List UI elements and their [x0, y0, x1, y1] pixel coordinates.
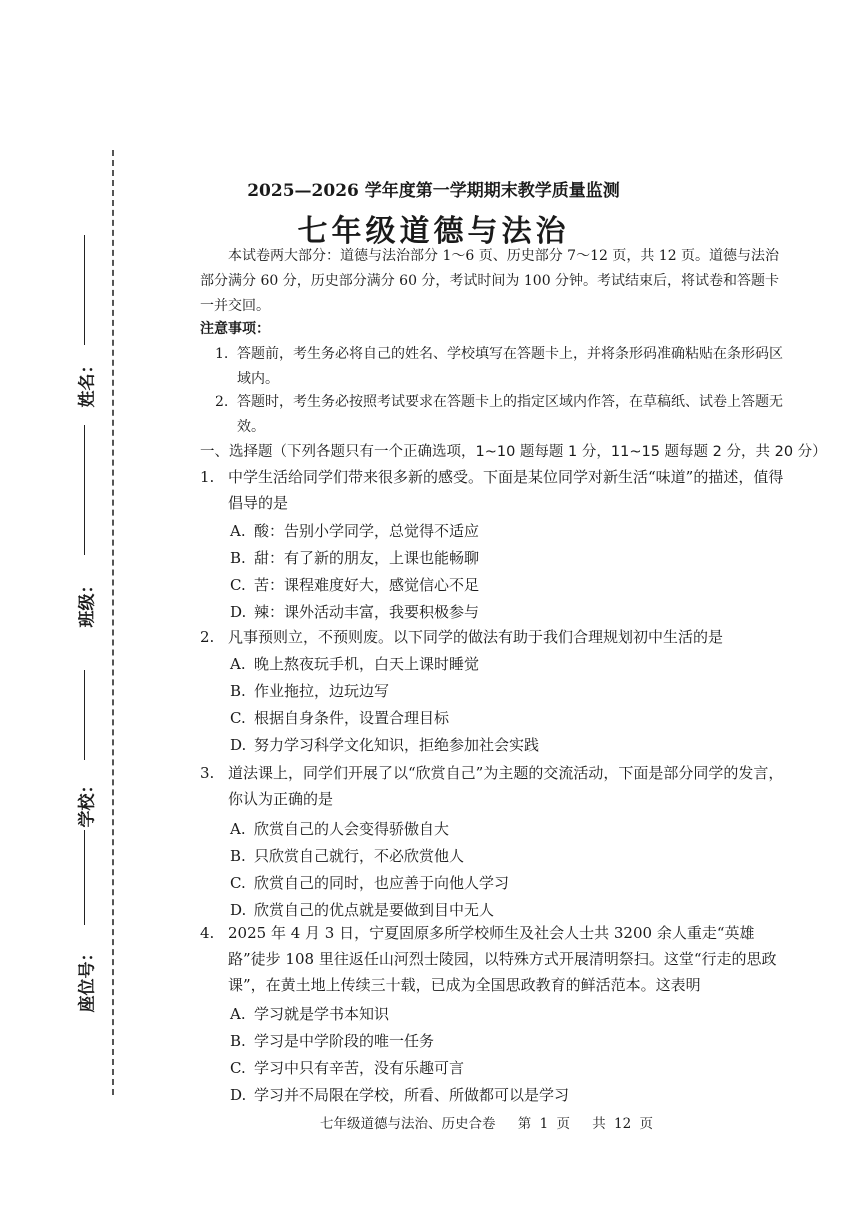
- question: [200, 760, 790, 812]
- notice-item: [215, 390, 790, 440]
- option-label: B.: [230, 847, 246, 865]
- option-b[interactable]: [230, 680, 389, 701]
- option-label: C.: [230, 576, 246, 594]
- option-a[interactable]: [230, 653, 479, 674]
- exam-title: 七年级道德与法治: [297, 214, 570, 249]
- option-a[interactable]: [230, 520, 479, 541]
- option-text: 学习就是学书本知识: [254, 1005, 390, 1023]
- binding-dashed-line: [112, 150, 114, 1095]
- option-text: 酸：告别小学同学，总觉得不适应: [254, 522, 480, 540]
- option-text: 作业拖拉，边玩边写: [254, 682, 390, 700]
- notice-number: 2.: [215, 394, 229, 410]
- option-b[interactable]: [230, 1030, 434, 1051]
- option-label: A.: [230, 820, 246, 838]
- question-number: 4.: [200, 924, 215, 942]
- option-text: 只欣赏自己就行，不必欣赏他人: [254, 847, 465, 865]
- school-field[interactable]: [60, 776, 110, 828]
- option-d[interactable]: [230, 734, 539, 755]
- seat-field[interactable]: [60, 944, 110, 1013]
- question-number: 1.: [200, 468, 215, 486]
- question-text: 道法课上，同学们开展了以“欣赏自己”为主题的交流活动，下面是部分同学的发言，你认为正确的是: [228, 764, 784, 808]
- option-c[interactable]: [230, 872, 509, 893]
- footer-page-number: 第 1 页: [517, 1116, 570, 1132]
- option-b[interactable]: [230, 845, 464, 866]
- option-text: 辣：课外活动丰富，我要积极参与: [254, 603, 480, 621]
- option-a[interactable]: [230, 818, 449, 839]
- option-label: B.: [230, 549, 246, 567]
- school-line: [84, 670, 85, 760]
- question: [200, 624, 790, 650]
- page-footer: [320, 1112, 667, 1132]
- option-label: C.: [230, 1059, 246, 1077]
- option-label: B.: [230, 682, 246, 700]
- option-label: D.: [230, 901, 247, 919]
- option-label: D.: [230, 1086, 247, 1104]
- option-a[interactable]: [230, 1003, 389, 1024]
- option-c[interactable]: [230, 707, 449, 728]
- option-text: 学习并不局限在学校，所看、所做都可以是学习: [254, 1086, 570, 1104]
- option-label: C.: [230, 709, 246, 727]
- option-text: 欣赏自己的人会变得骄傲自大: [254, 820, 450, 838]
- question-text: 中学生活给同学们带来很多新的感受。下面是某位同学对新生活“味道”的描述，值得倡导的是: [228, 468, 784, 512]
- option-c[interactable]: [230, 1057, 464, 1078]
- option-label: B.: [230, 1032, 246, 1050]
- footer-paper-name: 七年级道德与法治、历史合卷: [320, 1116, 496, 1132]
- option-d[interactable]: [230, 601, 479, 622]
- option-c[interactable]: [230, 574, 479, 595]
- question: [200, 920, 790, 998]
- option-label: A.: [230, 655, 246, 673]
- name-line: [84, 235, 85, 345]
- question-text: 凡事预则立，不预则废。以下同学的做法有助于我们合理规划初中生活的是: [228, 628, 724, 646]
- option-label: A.: [230, 1005, 246, 1023]
- notice-text: 答题时，考生务必按照考试要求在答题卡上的指定区域内作答，在草稿纸、试卷上答题无效。: [237, 394, 783, 435]
- name-field[interactable]: [60, 356, 110, 408]
- option-text: 甜：有了新的朋友，上课也能畅聊: [254, 549, 480, 567]
- option-d[interactable]: [230, 1084, 569, 1105]
- option-d[interactable]: [230, 899, 494, 920]
- option-text: 学习是中学阶段的唯一任务: [254, 1032, 435, 1050]
- option-text: 学习中只有辛苦，没有乐趣可言: [254, 1059, 465, 1077]
- notice-number: 1.: [215, 346, 229, 362]
- class-field[interactable]: [60, 576, 110, 628]
- question-number: 2.: [200, 628, 215, 646]
- exam-intro: 本试卷两大部分：道德与法治部分 1～6 页、历史部分 7～12 页，共 12 页。道德与法治部分满分 60 分，历史部分满分 60 分，考试时间为 100 分钟。考试结束后，将试卷和答题卡一并交回。: [200, 248, 780, 314]
- option-label: A.: [230, 522, 246, 540]
- question-number: 3.: [200, 764, 215, 782]
- option-b[interactable]: [230, 547, 479, 568]
- option-label: D.: [230, 736, 247, 754]
- section-heading: 一、选择题（下列各题只有一个正确选项，1~10 题每题 1 分，11~15 题每题 2 分，共 20 分）: [200, 444, 827, 460]
- notice-title: 注意事项：: [200, 321, 270, 337]
- option-label: D.: [230, 603, 247, 621]
- seat-line: [84, 830, 85, 925]
- option-text: 苦：课程难度好大，感觉信心不足: [254, 576, 480, 594]
- class-label: 班级：: [77, 576, 98, 628]
- school-label: 学校：: [77, 776, 98, 828]
- option-label: C.: [230, 874, 246, 892]
- option-text: 努力学习科学文化知识，拒绝参加社会实践: [254, 736, 540, 754]
- notice-item: [215, 342, 790, 392]
- option-text: 晚上熬夜玩手机，白天上课时睡觉: [254, 655, 480, 673]
- notice-text: 答题前，考生务必将自己的姓名、学校填写在答题卡上，并将条形码准确粘贴在条形码区域内。: [237, 346, 783, 387]
- exam-subtitle: 2025—2026 学年度第一学期期末教学质量监测: [247, 181, 620, 201]
- question: [200, 464, 790, 516]
- footer-total-pages: 共 12 页: [592, 1116, 654, 1132]
- option-text: 根据自身条件，设置合理目标: [254, 709, 450, 727]
- seat-label: 座位号：: [77, 944, 98, 1013]
- name-label: 姓名：: [77, 356, 98, 408]
- class-line: [84, 425, 85, 555]
- question-text: 2025 年 4 月 3 日，宁夏固原多所学校师生及社会人士共 3200 余人重走“英雄路”徒步 108 里往返任山河烈士陵园，以特殊方式开展清明祭扫。这堂“行走的思政课”，在黄土地上传续三十载，已成为全国思政教育的鲜活范本。这表明: [228, 924, 777, 994]
- option-text: 欣赏自己的优点就是要做到目中无人: [254, 901, 495, 919]
- option-text: 欣赏自己的同时，也应善于向他人学习: [254, 874, 510, 892]
